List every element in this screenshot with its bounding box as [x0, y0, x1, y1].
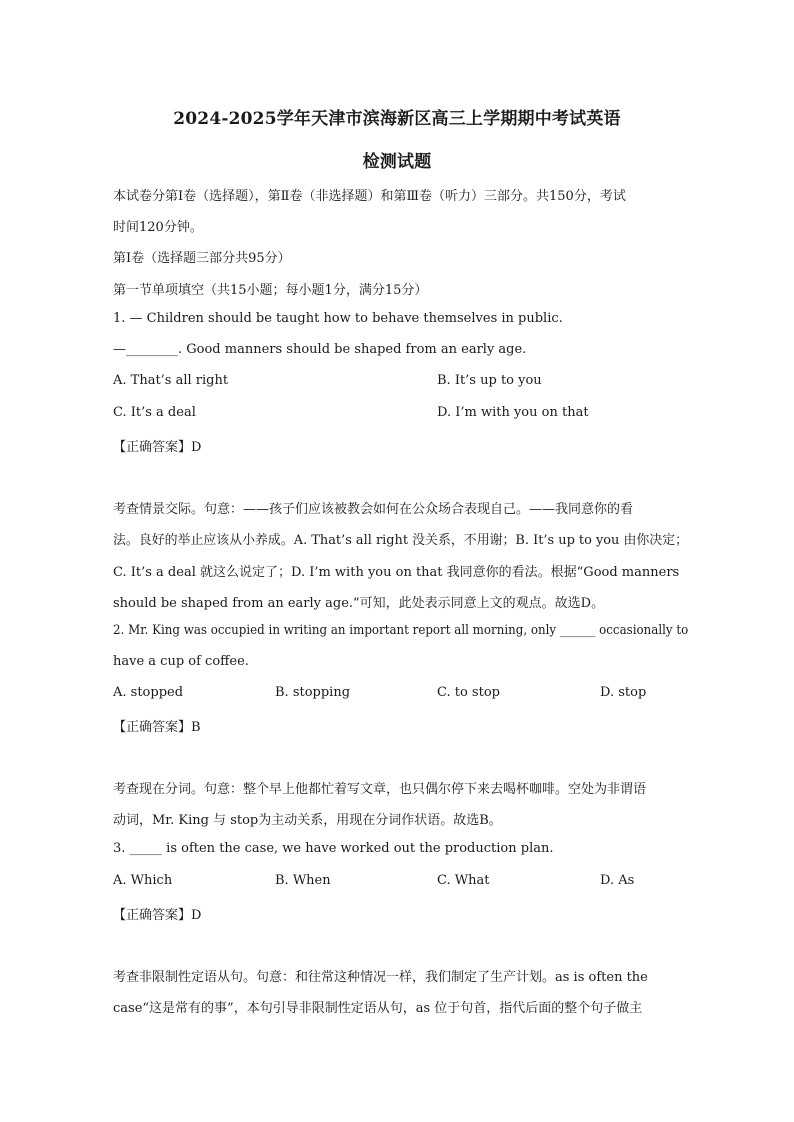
answer-label: 【正确答案】 [113, 720, 192, 735]
intro-line-1: 本试卷分第Ⅰ卷（选择题），第Ⅱ卷（非选择题）和第Ⅲ卷（听力）三部分。共150分，考试 [113, 189, 626, 204]
q1-stem-line2: —________. Good manners should be shaped from an early age. [113, 342, 527, 357]
q1-option-b: B. It’s up to you [437, 373, 542, 388]
section1-header: 第一节单项填空（共15小题；每小题1分，满分15分） [113, 283, 428, 298]
q2-option-c: C. to stop [437, 685, 500, 700]
q3-answer-value: D [191, 908, 202, 923]
q1-answer-value: D [191, 440, 202, 455]
q1-explanation-line1: 考查情景交际。句意：——孩子们应该被教会如何在公众场合表现自己。——我同意你的看 [113, 502, 634, 517]
q2-stem-line2: have a cup of coffee. [113, 654, 249, 669]
q2-option-d: D. stop [600, 685, 647, 700]
q3-explanation-line1: 考查非限制性定语从句。句意：和往常这种情况一样，我们制定了生产计划。as is often the [113, 970, 648, 985]
q1-explanation-line3: C. It’s a deal 就这么说定了；D. I’m with you on that 我同意你的看法。根据“Good manners [113, 565, 680, 580]
q1-explanation-line2: 法。良好的举止应该从小养成。A. That’s all right 没关系，不用谢；B. It’s up to you 由你决定； [113, 533, 689, 548]
document-title-line1: 2024-2025学年天津市滨海新区高三上学期期中考试英语 [173, 109, 621, 129]
q2-option-a: A. stopped [113, 685, 184, 700]
q2-stem-line1: 2. Mr. King was occupied in writing an important report all morning, only ______ occasionally to [113, 623, 689, 638]
q2-explanation-line1: 考查现在分词。句意：整个早上他都忙着写文章，也只偶尔停下来去喝杯咖啡。空处为非谓语 [113, 782, 647, 797]
q2-answer [113, 716, 201, 735]
q2-answer-value: B [191, 720, 201, 735]
q2-option-b: B. stopping [275, 685, 351, 700]
q1-answer [113, 436, 201, 455]
q1-option-d: D. I’m with you on that [437, 405, 589, 420]
answer-label: 【正确答案】 [113, 908, 192, 923]
q3-option-a: A. Which [113, 873, 173, 888]
q2-explanation-line2: 动词，Mr. King 与 stop为主动关系，用现在分词作状语。故选B。 [113, 813, 502, 828]
q3-explanation-line2: case“这是常有的事”，本句引导非限制性定语从句，as 位于句首，指代后面的整个句子做主 [113, 1001, 643, 1016]
q3-stem-line1: 3. _____ is often the case, we have worked out the production plan. [113, 841, 554, 856]
q3-option-c: C. What [437, 873, 490, 888]
q3-answer [113, 904, 201, 923]
document-title-line2: 检测试题 [362, 152, 432, 172]
intro-line-2: 时间120分钟。 [113, 220, 203, 235]
q1-explanation-line4: should be shaped from an early age.”可知，此处表示同意上文的观点。故选D。 [113, 596, 605, 611]
q3-option-d: D. As [600, 873, 635, 888]
q3-option-b: B. When [275, 873, 331, 888]
q1-stem-line1: 1. — Children should be taught how to behave themselves in public. [113, 311, 563, 326]
q1-option-a: A. That’s all right [113, 373, 229, 388]
answer-label: 【正确答案】 [113, 440, 192, 455]
q1-option-c: C. It’s a deal [113, 405, 196, 420]
part1-header: 第Ⅰ卷（选择题三部分共95分） [113, 251, 291, 266]
